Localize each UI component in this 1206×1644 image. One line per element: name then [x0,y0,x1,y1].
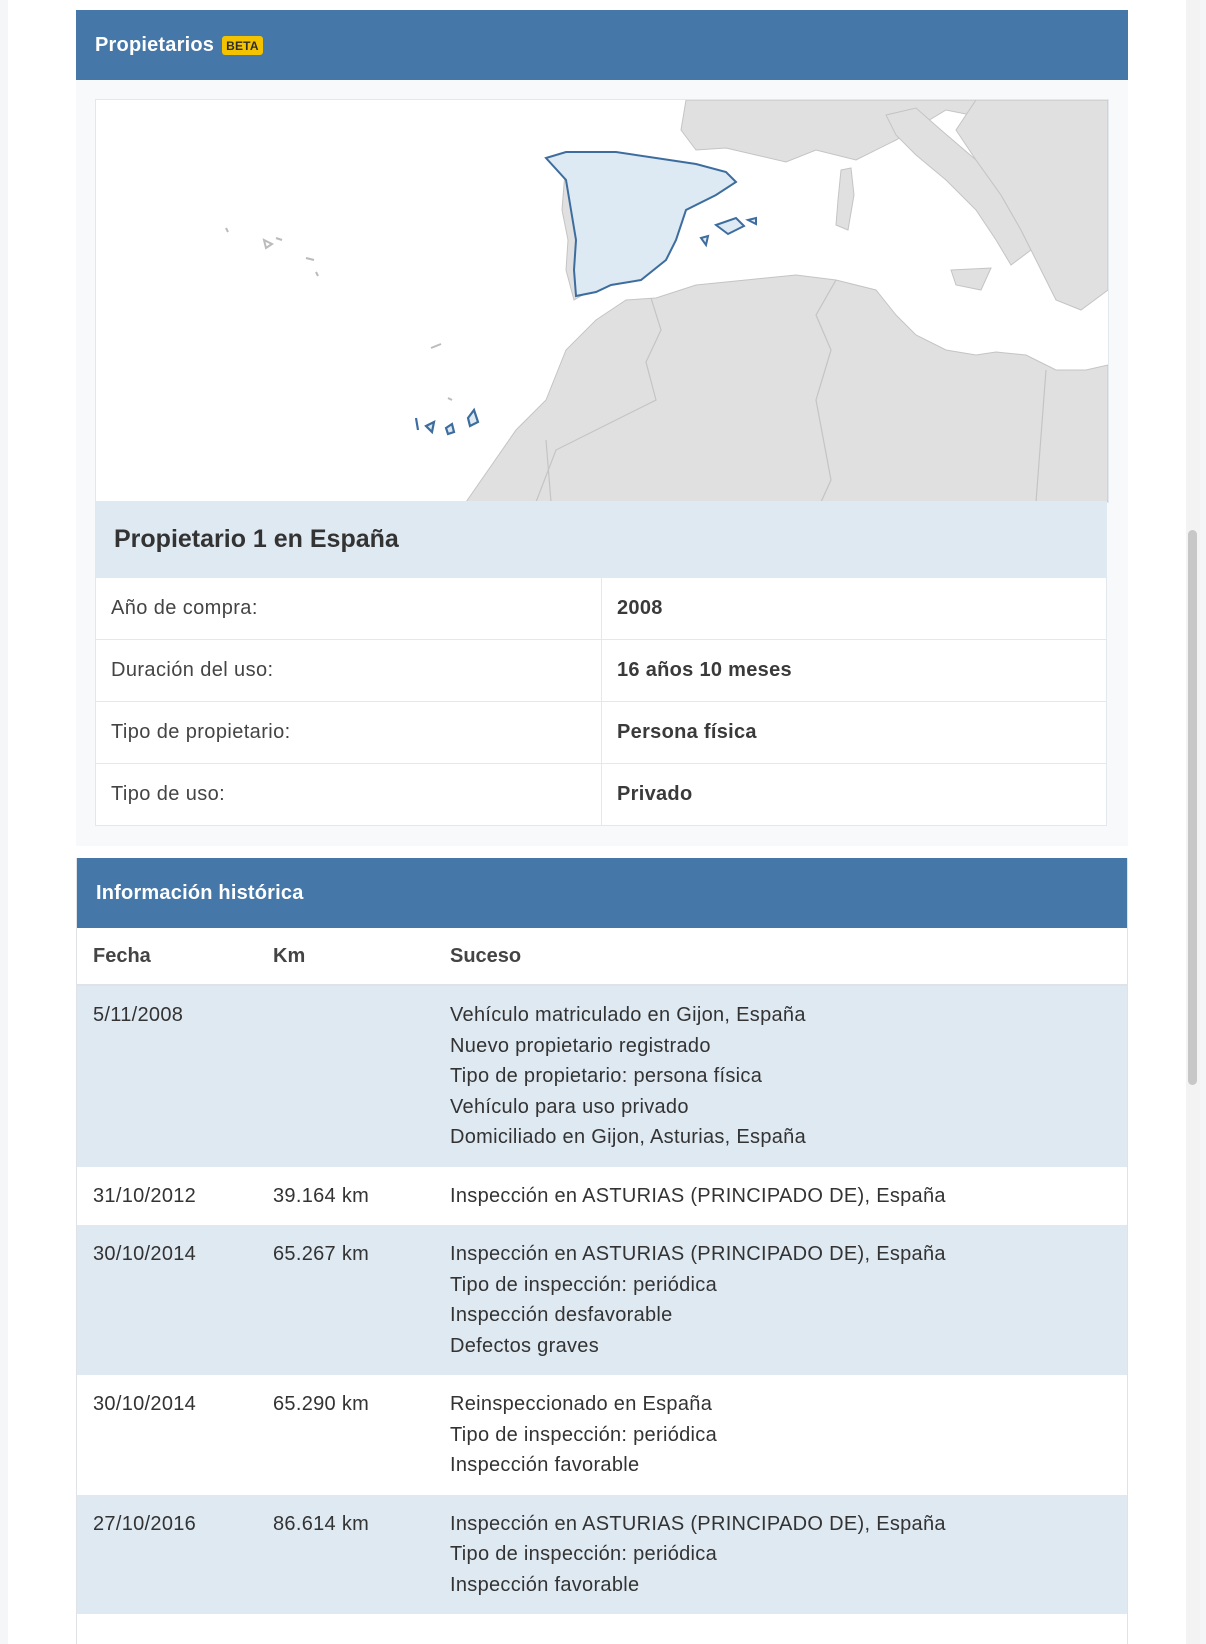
history-km: 65.267 km [273,1225,450,1375]
event-line: Inspección favorable [450,1573,640,1596]
owner-row [96,640,1107,702]
history-row [77,1375,1127,1495]
owner-row [96,764,1107,826]
owner-row-value: Persona física [602,702,1107,764]
history-row [77,1225,1127,1375]
owner-title: Propietario 1 en España [114,524,399,553]
history-events [450,1225,1127,1375]
owner-row-value: 16 años 10 meses [602,640,1107,702]
history-km: 86.614 km [273,1495,450,1615]
history-date: 5/11/2008 [77,985,273,1167]
event-line: Vehículo para uso privado [450,1095,689,1118]
history-date: 30/10/2014 [77,1375,273,1495]
owner-details-table [95,577,1107,826]
event-line: Inspección en ASTURIAS (PRINCIPADO DE), España [450,1184,946,1207]
europe-africa-map [96,100,1108,502]
event-line: Defectos graves [450,1334,600,1357]
event-line: Tipo de inspección: periódica [450,1423,718,1446]
history-date: 30/10/2014 [77,1225,273,1375]
owner-row-label: Año de compra: [96,578,602,640]
history-header-row [77,928,1127,985]
event-line: Tipo de inspección: periódica [450,1543,718,1565]
history-header [77,858,1127,928]
owner-row-label: Duración del uso: [96,640,602,702]
history-events [450,1495,1127,1615]
column-header-km: Km [273,928,450,985]
event-line: Tipo de propietario: persona física [450,1065,763,1087]
history-title: Información histórica [96,881,304,904]
event-line: Inspección en ASTURIAS (PRINCIPADO DE), España [450,1512,946,1535]
event-line: Vehículo matriculado en Gijon, España [450,1004,806,1026]
history-date: 27/10/2016 [77,1495,273,1615]
owner-title-bar [95,501,1107,577]
event-line: Domiciliado en Gijon, Asturias, España [450,1126,807,1148]
history-card [76,858,1128,1644]
history-date: 31/10/2012 [77,1167,273,1226]
owner-row [96,702,1107,764]
column-header-date: Fecha [77,928,273,985]
page-scrollbar-thumb[interactable] [1188,530,1197,1085]
history-events [450,985,1127,1167]
owner-row-label: Tipo de propietario: [96,702,602,764]
owners-header [76,10,1128,80]
event-line: Inspección favorable [450,1454,640,1476]
history-km [273,985,450,1167]
history-row [77,985,1127,1167]
history-km: 39.164 km [273,1167,450,1226]
event-line: Tipo de inspección: periódica [450,1273,718,1296]
event-line: Nuevo propietario registrado [450,1034,711,1057]
owner-row-label: Tipo de uso: [96,764,602,826]
event-line: Inspección desfavorable [450,1304,673,1326]
owner-row-value: 2008 [602,578,1107,640]
event-line: Inspección en ASTURIAS (PRINCIPADO DE), España [450,1243,946,1265]
history-events [450,1375,1127,1495]
history-table [77,928,1127,1614]
owners-title: Propietarios [95,33,215,56]
column-header-event: Suceso [450,928,1127,985]
history-row [77,1495,1127,1615]
owner-row-value: Privado [602,764,1107,826]
event-line: Reinspeccionado en España [450,1393,713,1415]
owner-row [96,578,1107,640]
owner-country-map [95,99,1109,503]
beta-badge: BETA [222,36,263,55]
history-row [77,1167,1127,1226]
owners-card [76,10,1128,846]
history-events [450,1167,1127,1226]
history-km: 65.290 km [273,1375,450,1495]
